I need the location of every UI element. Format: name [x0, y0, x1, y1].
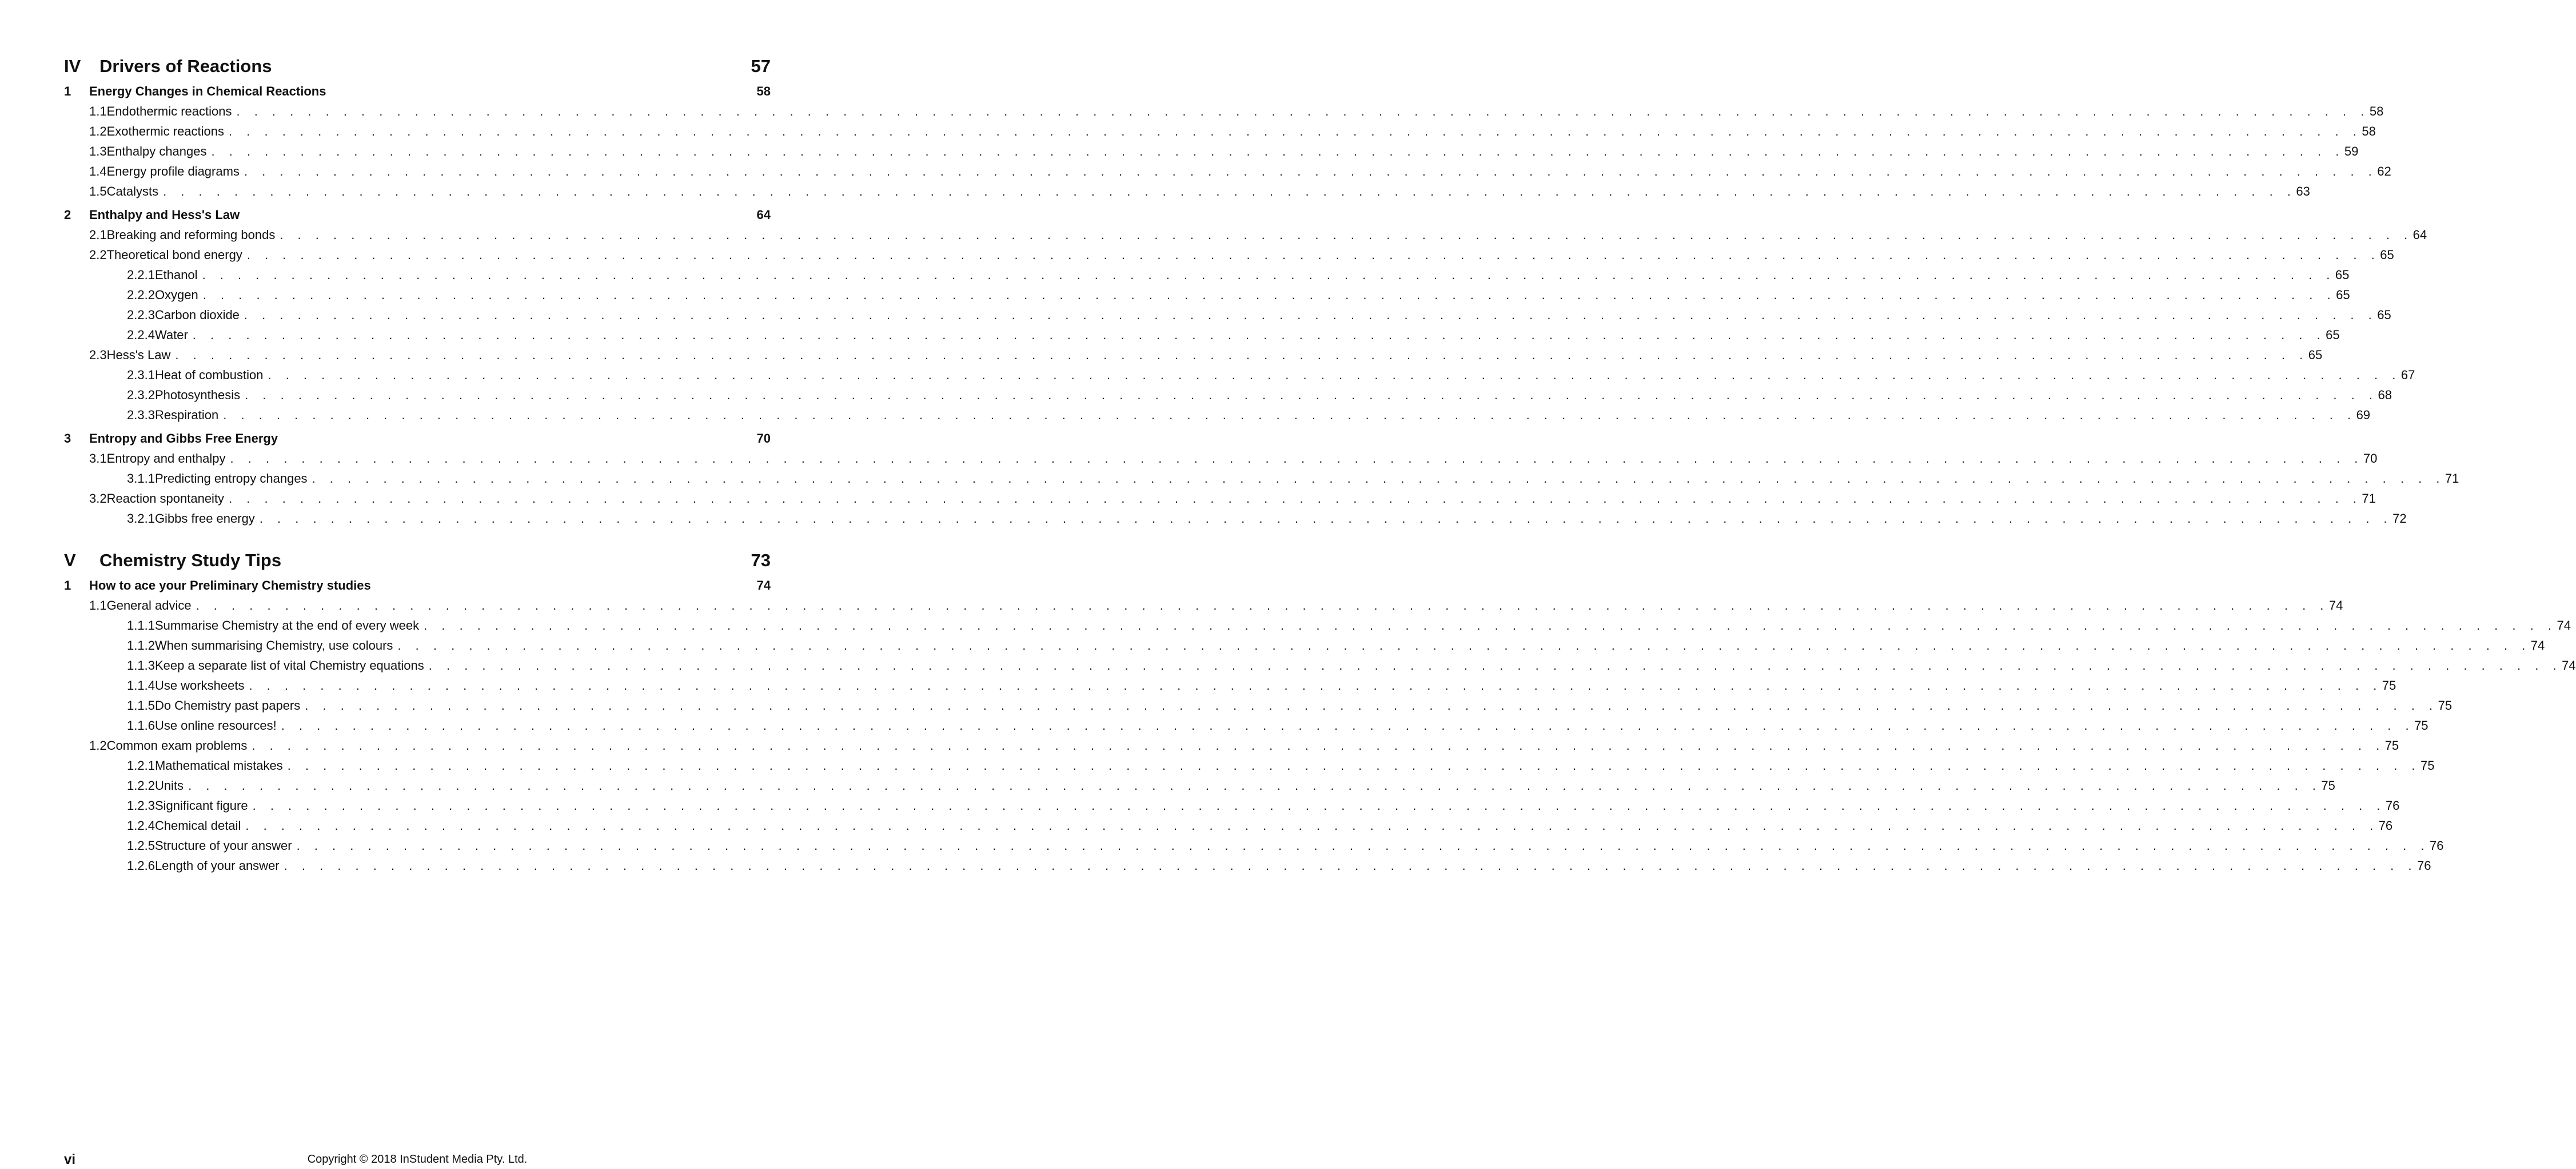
entry-page-number: 65 [2336, 288, 2350, 302]
subsection-entry[interactable] [64, 508, 2407, 528]
entry-number: 1.1.1 [127, 618, 155, 633]
entry-number: 1.1.4 [127, 678, 155, 693]
dot-leader: . . . . . . . . . . . . . . . . . . . . . . . . . . . . . . . . . . . . . . . . . . . . . . . . . . . . . . . . . . . . . . . . . . . . . . . . . . . . . . . . . . . . . . . . . . . . . . . . . . . . . . . . . . . . . . . . . . . . . . . . [252, 798, 2386, 813]
entry-page-number: 75 [2414, 718, 2429, 733]
subsection-entry[interactable] [64, 675, 2396, 695]
entry-number: 2.3 [89, 348, 107, 362]
entry-number: 1.2.4 [127, 818, 155, 833]
chapter-heading[interactable] [64, 81, 771, 101]
entry-page-number: 67 [2400, 368, 2415, 382]
chapter-number: 2 [64, 208, 71, 222]
part-heading[interactable] [64, 51, 771, 81]
entry-number: 2.3.2 [127, 388, 155, 402]
dot-leader: . . . . . . . . . . . . . . . . . . . . . . . . . . . . . . . . . . . . . . . . . . . . . . . . . . . . . . . . . . . . . . . . . . . . . . . . . . . . . . . . . . . . . . . . . . . . . . . . . . . . . . . . . . . . . . . . . . . . . . . . [268, 368, 2401, 382]
part-title: Drivers of Reactions [99, 56, 272, 76]
dot-leader: . . . . . . . . . . . . . . . . . . . . . . . . . . . . . . . . . . . . . . . . . . . . . . . . . . . . . . . . . . . . . . . . . . . . . . . . . . . . . . . . . . . . . . . . . . . . . . . . . . . . . . . . . . . . . . . . . . . . . . . . [244, 164, 2378, 178]
subsection-entry[interactable] [64, 405, 2371, 425]
entry-title: Enthalpy changes [106, 144, 207, 158]
entry-number: 3.1 [89, 451, 107, 466]
entry-title: Common exam problems [106, 738, 248, 753]
entry-title: Oxygen [154, 288, 198, 302]
dot-leader: . . . . . . . . . . . . . . . . . . . . . . . . . . . . . . . . . . . . . . . . . . . . . . . . . . . . . . . . . . . . . . . . . . . . . . . . . . . . . . . . . . . . . . . . . . . . . . . . . . . . . . . . . . . . . . . . . . . . . . . . [192, 328, 2326, 342]
copyright-notice: Copyright © 2018 InStudent Media Pty. Ltd. [307, 1153, 528, 1166]
entry-number: 1.1.2 [127, 638, 155, 653]
entry-page-number: 65 [2380, 248, 2394, 262]
part-heading[interactable] [64, 546, 771, 575]
entry-title: Summarise Chemistry at the end of every week [154, 618, 420, 633]
entry-title: Theoretical bond energy [106, 248, 242, 262]
subsection-entry[interactable] [64, 776, 2335, 796]
entry-title: Use worksheets [154, 678, 245, 693]
section-entry[interactable] [64, 101, 2384, 121]
entry-title: Exothermic reactions [106, 124, 225, 138]
entry-number: 1.2 [89, 124, 107, 138]
subsection-entry[interactable] [64, 715, 2429, 735]
dot-leader: . . . . . . . . . . . . . . . . . . . . . . . . . . . . . . . . . . . . . . . . . . . . . . . . . . . . . . . . . . . . . . . . . . . . . . . . . . . . . . . . . . . . . . . . . . . . . . . . . . . . . . . . . . . . . . . . . . . . . . . . [245, 388, 2378, 402]
dot-leader: . . . . . . . . . . . . . . . . . . . . . . . . . . . . . . . . . . . . . . . . . . . . . . . . . . . . . . . . . . . . . . . . . . . . . . . . . . . . . . . . . . . . . . . . . . . . . . . . . . . . . . . . . . . . . . . . . . . . . . . . [244, 308, 2378, 322]
entry-number: 1.3 [89, 144, 107, 158]
section-entry[interactable] [64, 245, 2394, 265]
entry-number: 2.2.1 [127, 268, 155, 282]
page-footer [64, 1152, 771, 1169]
entry-number: 2.3.3 [127, 408, 155, 422]
entry-title: Ethanol [154, 268, 198, 282]
entry-page-number: 75 [2438, 698, 2453, 713]
entry-title: Carbon dioxide [154, 308, 240, 322]
entry-number: 3.1.1 [127, 471, 155, 486]
section-entry[interactable] [64, 345, 2323, 365]
entry-page-number: 75 [2384, 738, 2399, 753]
entry-title: Entropy and enthalpy [106, 451, 226, 466]
entry-page-number: 62 [2377, 164, 2391, 178]
entry-page-number: 65 [2326, 328, 2340, 342]
entry-number: 2.1 [89, 228, 107, 242]
dot-leader: . . . . . . . . . . . . . . . . . . . . . . . . . . . . . . . . . . . . . . . . . . . . . . . . . . . . . . . . . . . . . . . . . . . . . . . . . . . . . . . . . . . . . . . . . . . . . . . . . . . . . . . . . . . . . . . . . . . . . . . . [163, 184, 2296, 198]
dot-leader: . . . . . . . . . . . . . . . . . . . . . . . . . . . . . . . . . . . . . . . . . . . . . . . . . . . . . . . . . . . . . . . . . . . . . . . . . . . . . . . . . . . . . . . . . . . . . . . . . . . . . . . . . . . . . . . . . . . . . . . . [175, 348, 2308, 362]
subsection-entry[interactable] [64, 385, 2392, 405]
chapter-number: 3 [64, 431, 71, 446]
entry-title: Use online resources! [154, 718, 277, 733]
entry-page-number: 65 [2335, 268, 2350, 282]
part-title: Chemistry Study Tips [99, 550, 282, 570]
entry-number: 1.5 [89, 184, 107, 198]
dot-leader: . . . . . . . . . . . . . . . . . . . . . . . . . . . . . . . . . . . . . . . . . . . . . . . . . . . . . . . . . . . . . . . . . . . . . . . . . . . . . . . . . . . . . . . . . . . . . . . . . . . . . . . . . . . . . . . . . . . . . . . . [287, 758, 2421, 773]
chapter-heading[interactable] [64, 205, 771, 225]
entry-number: 3.2.1 [127, 511, 155, 526]
entry-page-number: 65 [2377, 308, 2391, 322]
dot-leader: . . . . . . . . . . . . . . . . . . . . . . . . . . . . . . . . . . . . . . . . . . . . . . . . . . . . . . . . . . . . . . . . . . . . . . . . . . . . . . . . . . . . . . . . . . . . . . . . . . . . . . . . . . . . . . . . . . . . . . . . [236, 104, 2370, 118]
entry-page-number: 74 [2557, 618, 2571, 633]
part-page-number: 57 [751, 56, 771, 76]
subsection-entry[interactable] [64, 325, 2340, 345]
entry-page-number: 75 [2321, 778, 2335, 793]
section-entry[interactable] [64, 161, 2391, 181]
entry-page-number: 71 [2362, 491, 2376, 506]
entry-number: 1.1.6 [127, 718, 155, 733]
entry-title: Keep a separate list of vital Chemistry equations [154, 658, 424, 673]
entry-page-number: 72 [2392, 511, 2407, 526]
entry-title: Hess's Law [106, 348, 171, 362]
subsection-entry[interactable] [64, 615, 2571, 635]
section-entry[interactable] [64, 735, 2399, 756]
chapter-page-number: 58 [756, 84, 771, 98]
subsection-entry[interactable] [64, 655, 2576, 675]
chapter-title: How to ace your Preliminary Chemistry studies [89, 578, 371, 593]
entry-title: Predicting entropy changes [154, 471, 308, 486]
entry-number: 1.1.5 [127, 698, 155, 713]
dot-leader: . . . . . . . . . . . . . . . . . . . . . . . . . . . . . . . . . . . . . . . . . . . . . . . . . . . . . . . . . . . . . . . . . . . . . . . . . . . . . . . . . . . . . . . . . . . . . . . . . . . . . . . . . . . . . . . . . . . . . . . . [246, 248, 2380, 262]
chapter-heading[interactable] [64, 428, 771, 448]
entry-title: General advice [106, 598, 192, 613]
entry-page-number: 68 [2378, 388, 2392, 402]
subsection-entry[interactable] [64, 756, 2435, 776]
dot-leader: . . . . . . . . . . . . . . . . . . . . . . . . . . . . . . . . . . . . . . . . . . . . . . . . . . . . . . . . . . . . . . . . . . . . . . . . . . . . . . . . . . . . . . . . . . . . . . . . . . . . . . . . . . . . . . . . . . . . . . . . [229, 124, 2362, 138]
chapter-page-number: 70 [756, 431, 771, 446]
entry-page-number: 69 [2356, 408, 2371, 422]
entry-number: 1.2 [89, 738, 107, 753]
entry-page-number: 76 [2429, 838, 2444, 853]
dot-leader: . . . . . . . . . . . . . . . . . . . . . . . . . . . . . . . . . . . . . . . . . . . . . . . . . . . . . . . . . . . . . . . . . . . . . . . . . . . . . . . . . . . . . . . . . . . . . . . . . . . . . . . . . . . . . . . . . . . . . . . . [245, 818, 2379, 833]
chapter-page-number: 74 [756, 578, 771, 593]
entry-title: Heat of combustion [154, 368, 264, 382]
subsection-entry[interactable] [64, 305, 2391, 325]
entry-number: 1.2.1 [127, 758, 155, 773]
dot-leader: . . . . . . . . . . . . . . . . . . . . . . . . . . . . . . . . . . . . . . . . . . . . . . . . . . . . . . . . . . . . . . . . . . . . . . . . . . . . . . . . . . . . . . . . . . . . . . . . . . . . . . . . . . . . . . . . . . . . . . . . [211, 144, 2344, 158]
entry-page-number: 75 [2421, 758, 2435, 773]
entry-number: 1.4 [89, 164, 107, 178]
entry-page-number: 74 [2328, 598, 2343, 613]
table-of-contents [64, 51, 2576, 876]
dot-leader: . . . . . . . . . . . . . . . . . . . . . . . . . . . . . . . . . . . . . . . . . . . . . . . . . . . . . . . . . . . . . . . . . . . . . . . . . . . . . . . . . . . . . . . . . . . . . . . . . . . . . . . . . . . . . . . . . . . . . . . . [229, 491, 2362, 506]
dot-leader: . . . . . . . . . . . . . . . . . . . . . . . . . . . . . . . . . . . . . . . . . . . . . . . . . . . . . . . . . . . . . . . . . . . . . . . . . . . . . . . . . . . . . . . . . . . . . . . . . . . . . . . . . . . . . . . . . . . . . . . . [428, 658, 2562, 673]
part-page-number: 73 [751, 550, 771, 570]
section-entry[interactable] [64, 488, 2376, 508]
entry-title: Structure of your answer [154, 838, 292, 853]
entry-number: 1.1 [89, 104, 107, 118]
entry-number: 1.1 [89, 598, 107, 613]
entry-number: 2.2.4 [127, 328, 155, 342]
chapter-title: Enthalpy and Hess's Law [89, 208, 240, 222]
entry-title: Catalysts [106, 184, 159, 198]
entry-title: Endothermic reactions [106, 104, 232, 118]
subsection-entry[interactable] [64, 836, 2444, 856]
entry-title: Energy profile diagrams [106, 164, 240, 178]
entry-title: Mathematical mistakes [154, 758, 283, 773]
entry-page-number: 70 [2363, 451, 2378, 466]
chapter-number: 1 [64, 578, 71, 593]
subsection-entry[interactable] [64, 468, 2459, 488]
entry-page-number: 63 [2296, 184, 2310, 198]
entry-number: 3.2 [89, 491, 107, 506]
dot-leader: . . . . . . . . . . . . . . . . . . . . . . . . . . . . . . . . . . . . . . . . . . . . . . . . . . . . . . . . . . . . . . . . . . . . . . . . . . . . . . . . . . . . . . . . . . . . . . . . . . . . . . . . . . . . . . . . . . . . . . . . [280, 228, 2413, 242]
dot-leader: . . . . . . . . . . . . . . . . . . . . . . . . . . . . . . . . . . . . . . . . . . . . . . . . . . . . . . . . . . . . . . . . . . . . . . . . . . . . . . . . . . . . . . . . . . . . . . . . . . . . . . . . . . . . . . . . . . . . . . . . [252, 738, 2385, 753]
dot-leader: . . . . . . . . . . . . . . . . . . . . . . . . . . . . . . . . . . . . . . . . . . . . . . . . . . . . . . . . . . . . . . . . . . . . . . . . . . . . . . . . . . . . . . . . . . . . . . . . . . . . . . . . . . . . . . . . . . . . . . . . [424, 618, 2557, 633]
chapter-number: 1 [64, 84, 71, 98]
entry-title: Water [154, 328, 188, 342]
section-entry[interactable] [64, 121, 2376, 141]
dot-leader: . . . . . . . . . . . . . . . . . . . . . . . . . . . . . . . . . . . . . . . . . . . . . . . . . . . . . . . . . . . . . . . . . . . . . . . . . . . . . . . . . . . . . . . . . . . . . . . . . . . . . . . . . . . . . . . . . . . . . . . . [284, 858, 2417, 873]
entry-number: 2.2.3 [127, 308, 155, 322]
entry-number: 2.3.1 [127, 368, 155, 382]
subsection-entry[interactable] [64, 816, 2393, 836]
subsection-entry[interactable] [64, 635, 2545, 655]
dot-leader: . . . . . . . . . . . . . . . . . . . . . . . . . . . . . . . . . . . . . . . . . . . . . . . . . . . . . . . . . . . . . . . . . . . . . . . . . . . . . . . . . . . . . . . . . . . . . . . . . . . . . . . . . . . . . . . . . . . . . . . . [249, 678, 2382, 693]
entry-title: Units [154, 778, 184, 793]
part-number: V [64, 550, 76, 570]
part-number: IV [64, 56, 81, 76]
chapter-heading[interactable] [64, 575, 771, 595]
entry-title: Photosynthesis [154, 388, 241, 402]
entry-page-number: 76 [2417, 858, 2431, 873]
entry-page-number: 58 [2369, 104, 2384, 118]
entry-title: Reaction spontaneity [106, 491, 225, 506]
dot-leader: . . . . . . . . . . . . . . . . . . . . . . . . . . . . . . . . . . . . . . . . . . . . . . . . . . . . . . . . . . . . . . . . . . . . . . . . . . . . . . . . . . . . . . . . . . . . . . . . . . . . . . . . . . . . . . . . . . . . . . . . [188, 778, 2322, 793]
entry-title: Significant figure [154, 798, 248, 813]
subsection-entry[interactable] [64, 856, 2431, 876]
entry-page-number: 64 [2412, 228, 2427, 242]
entry-title: Do Chemistry past papers [154, 698, 301, 713]
entry-number: 2.2 [89, 248, 107, 262]
section-entry[interactable] [64, 141, 2359, 161]
entry-page-number: 58 [2362, 124, 2376, 138]
dot-leader: . . . . . . . . . . . . . . . . . . . . . . . . . . . . . . . . . . . . . . . . . . . . . . . . . . . . . . . . . . . . . . . . . . . . . . . . . . . . . . . . . . . . . . . . . . . . . . . . . . . . . . . . . . . . . . . . . . . . . . . . [312, 471, 2445, 486]
entry-title: Gibbs free energy [154, 511, 255, 526]
entry-title: When summarising Chemistry, use colours [154, 638, 393, 653]
subsection-entry[interactable] [64, 796, 2400, 816]
section-entry[interactable] [64, 448, 2378, 468]
dot-leader: . . . . . . . . . . . . . . . . . . . . . . . . . . . . . . . . . . . . . . . . . . . . . . . . . . . . . . . . . . . . . . . . . . . . . . . . . . . . . . . . . . . . . . . . . . . . . . . . . . . . . . . . . . . . . . . . . . . . . . . . [281, 718, 2415, 733]
entry-number: 1.2.5 [127, 838, 155, 853]
entry-title: Respiration [154, 408, 219, 422]
entry-number: 1.2.3 [127, 798, 155, 813]
entry-page-number: 74 [2562, 658, 2576, 673]
entry-title: Breaking and reforming bonds [106, 228, 276, 242]
entry-page-number: 76 [2385, 798, 2400, 813]
entry-number: 2.2.2 [127, 288, 155, 302]
entry-title: Length of your answer [154, 858, 280, 873]
entry-page-number: 59 [2344, 144, 2359, 158]
subsection-entry[interactable] [64, 285, 2350, 305]
entry-number: 1.2.2 [127, 778, 155, 793]
entry-page-number: 75 [2382, 678, 2396, 693]
section-entry[interactable] [64, 225, 2427, 245]
dot-leader: . . . . . . . . . . . . . . . . . . . . . . . . . . . . . . . . . . . . . . . . . . . . . . . . . . . . . . . . . . . . . . . . . . . . . . . . . . . . . . . . . . . . . . . . . . . . . . . . . . . . . . . . . . . . . . . . . . . . . . . . [397, 638, 2531, 653]
subsection-entry[interactable] [64, 365, 2415, 385]
entry-page-number: 74 [2530, 638, 2545, 653]
chapter-title: Entropy and Gibbs Free Energy [89, 431, 278, 446]
page-number: vi [64, 1152, 76, 1167]
chapter-title: Energy Changes in Chemical Reactions [89, 84, 326, 98]
subsection-entry[interactable] [64, 265, 2350, 285]
dot-leader: . . . . . . . . . . . . . . . . . . . . . . . . . . . . . . . . . . . . . . . . . . . . . . . . . . . . . . . . . . . . . . . . . . . . . . . . . . . . . . . . . . . . . . . . . . . . . . . . . . . . . . . . . . . . . . . . . . . . . . . . [230, 451, 2363, 466]
entry-page-number: 76 [2378, 818, 2393, 833]
section-entry[interactable] [64, 181, 2310, 201]
entry-page-number: 71 [2445, 471, 2459, 486]
entry-title: Chemical detail [154, 818, 241, 833]
subsection-entry[interactable] [64, 695, 2453, 715]
dot-leader: . . . . . . . . . . . . . . . . . . . . . . . . . . . . . . . . . . . . . . . . . . . . . . . . . . . . . . . . . . . . . . . . . . . . . . . . . . . . . . . . . . . . . . . . . . . . . . . . . . . . . . . . . . . . . . . . . . . . . . . . [259, 511, 2393, 526]
entry-number: 1.2.6 [127, 858, 155, 873]
dot-leader: . . . . . . . . . . . . . . . . . . . . . . . . . . . . . . . . . . . . . . . . . . . . . . . . . . . . . . . . . . . . . . . . . . . . . . . . . . . . . . . . . . . . . . . . . . . . . . . . . . . . . . . . . . . . . . . . . . . . . . . . [223, 408, 2356, 422]
dot-leader: . . . . . . . . . . . . . . . . . . . . . . . . . . . . . . . . . . . . . . . . . . . . . . . . . . . . . . . . . . . . . . . . . . . . . . . . . . . . . . . . . . . . . . . . . . . . . . . . . . . . . . . . . . . . . . . . . . . . . . . . [202, 288, 2336, 302]
entry-page-number: 65 [2308, 348, 2323, 362]
dot-leader: . . . . . . . . . . . . . . . . . . . . . . . . . . . . . . . . . . . . . . . . . . . . . . . . . . . . . . . . . . . . . . . . . . . . . . . . . . . . . . . . . . . . . . . . . . . . . . . . . . . . . . . . . . . . . . . . . . . . . . . . [196, 598, 2329, 613]
dot-leader: . . . . . . . . . . . . . . . . . . . . . . . . . . . . . . . . . . . . . . . . . . . . . . . . . . . . . . . . . . . . . . . . . . . . . . . . . . . . . . . . . . . . . . . . . . . . . . . . . . . . . . . . . . . . . . . . . . . . . . . . [296, 838, 2430, 853]
section-entry[interactable] [64, 595, 2343, 615]
dot-leader: . . . . . . . . . . . . . . . . . . . . . . . . . . . . . . . . . . . . . . . . . . . . . . . . . . . . . . . . . . . . . . . . . . . . . . . . . . . . . . . . . . . . . . . . . . . . . . . . . . . . . . . . . . . . . . . . . . . . . . . . [202, 268, 2335, 282]
dot-leader: . . . . . . . . . . . . . . . . . . . . . . . . . . . . . . . . . . . . . . . . . . . . . . . . . . . . . . . . . . . . . . . . . . . . . . . . . . . . . . . . . . . . . . . . . . . . . . . . . . . . . . . . . . . . . . . . . . . . . . . . [305, 698, 2438, 713]
chapter-page-number: 64 [756, 208, 771, 222]
entry-number: 1.1.3 [127, 658, 155, 673]
